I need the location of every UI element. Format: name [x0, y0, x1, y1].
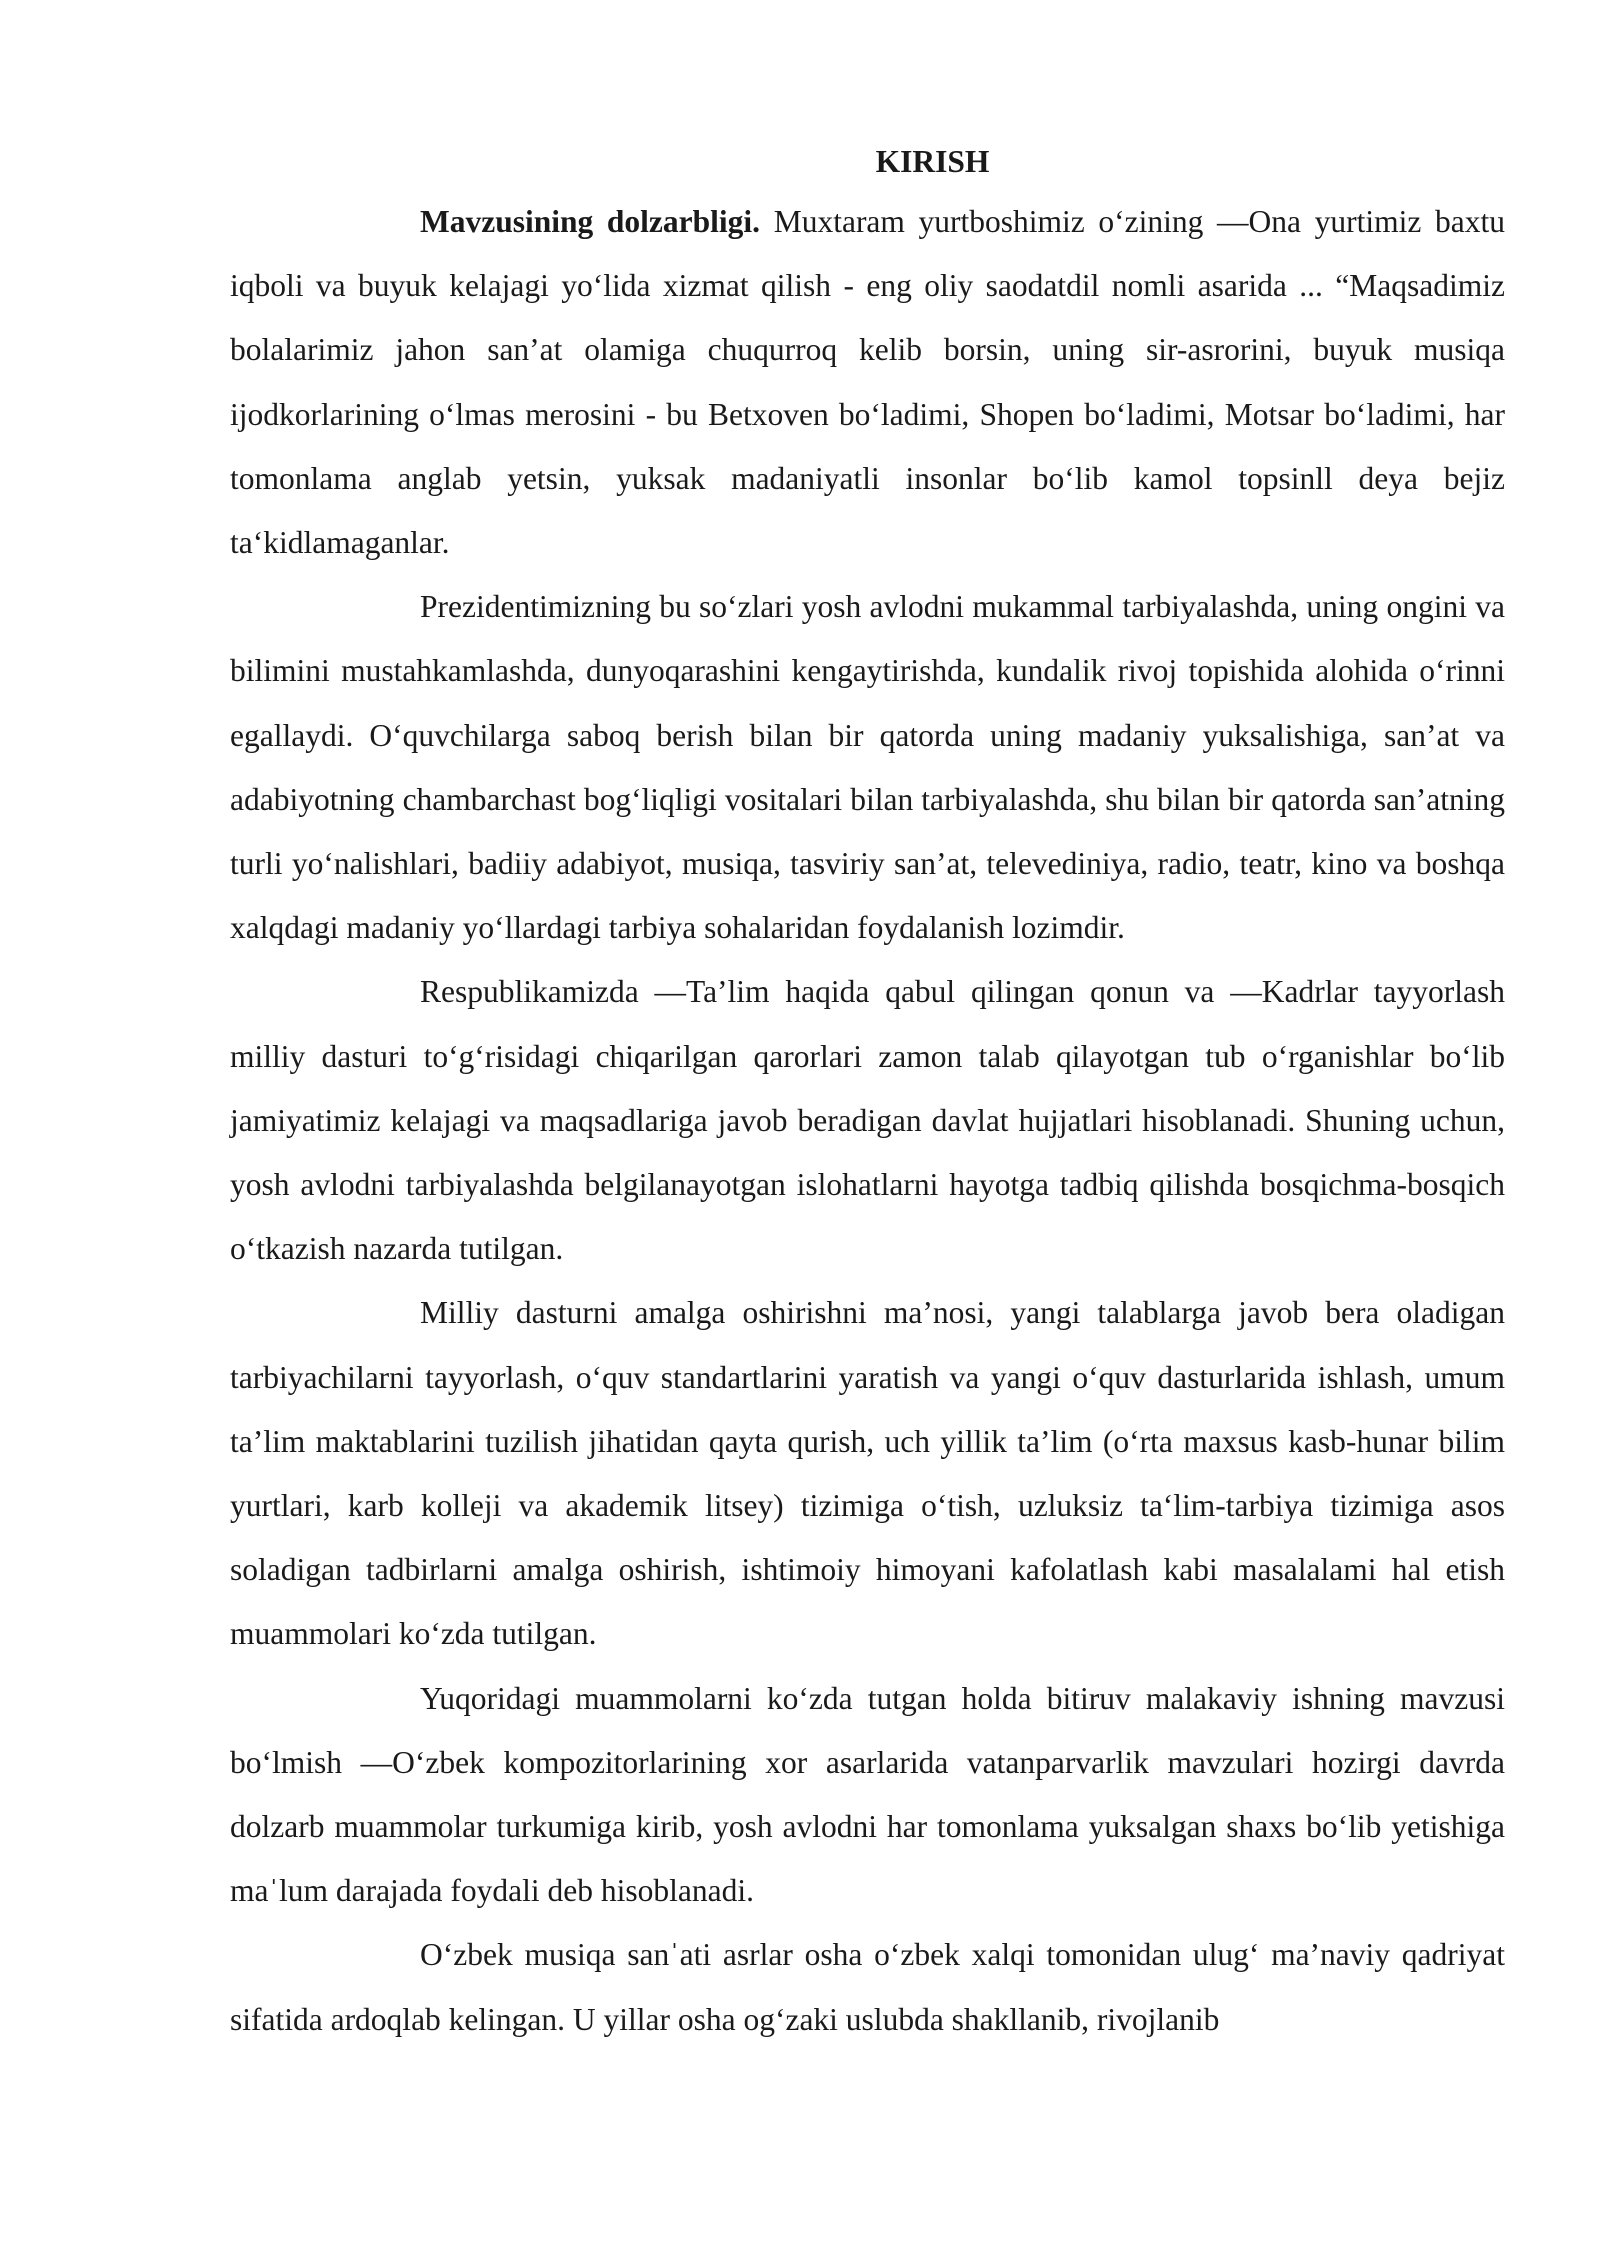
page-title: KIRISH: [875, 144, 990, 179]
paragraph-5: Yuqoridagi muammolarni ko‘zda tutgan holda bitiruv malakaviy ishning mavzusi bo‘lmish ―O‘zbek kompozitorlarining xor asarlarida vatanparvarlik mavzulari hozirgi davrda dolzarb muammolar turkumiga kirib, yosh avlodni har tomonlama yuksalgan shaxs bo‘lib yetishiga maˈlum darajada foydali deb hisoblanadi.: [230, 1680, 1505, 1909]
paragraph-3: Respublikamizda ―Ta’lim haqida qabul qilingan qonun va ―Kadrlar tayyorlash milliy dasturi to‘g‘risidagi chiqarilgan qarorlari zamon talab qilayotgan tub o‘rganishlar bo‘lib jamiyatimiz kelajagi va maqsadlariga javob beradigan davlat hujjatlari hisoblanadi. Shuning uchun, yosh avlodni tarbiyalashda belgilanayotgan islohatlarni hayotga tadbiq qilishda bosqichma-bosqich o‘tkazish nazarda tutilgan.: [230, 974, 1505, 1267]
document-body: [230, 138, 1505, 2052]
paragraph-lead-heading: Mavzusining dolzarbligi.: [420, 204, 761, 239]
paragraph-text: Muxtaram yurtboshimiz o‘zining ―Ona yurtimiz baxtu iqboli va buyuk kelajagi yo‘lida xizmat qilish - eng oliy saodatdil nomli asarida ... “Maqsadimiz bolalarimiz jahon san’at olamiga chuqurroq kelib borsin, uning sir-asrorini, buyuk musiqa ijodkorlarining o‘lmas merosini - bu Betxoven bo‘ladimi, Shopen bo‘ladimi, Motsar bo‘ladimi, har tomonlama anglab yetsin, yuksak madaniyatli insonlar bo‘lib kamol topsinll deya bejiz ta‘kidlamaganlar.: [230, 204, 1505, 561]
paragraph-6: O‘zbek musiqa sanˈati asrlar osha o‘zbek xalqi tomonidan ulug‘ ma’naviy qadriyat sifatida ardoqlab kelingan. U yillar osha og‘zaki uslubda shakllanib, rivojlanib: [230, 1937, 1505, 2037]
paragraph-4: Milliy dasturni amalga oshirishni ma’nosi, yangi talablarga javob bera oladigan tarbiyachilarni tayyorlash, o‘quv standartlarini yaratish va yangi o‘quv dasturlarida ishlash, umum ta’lim maktablarini tuzilish jihatidan qayta qurish, uch yillik ta’lim (o‘rta maxsus kasb-hunar bilim yurtlari, karb kolleji va akademik litsey) tizimiga o‘tish, uzluksiz ta‘lim-tarbiya tizimiga asos soladigan tadbirlarni amalga oshirish, ishtimoiy himoyani kafolatlash kabi masalalami hal etish muammolari ko‘zda tutilgan.: [230, 1295, 1505, 1652]
paragraph-relevance: [230, 190, 1505, 575]
paragraph-2: Prezidentimizning bu so‘zlari yosh avlodni mukammal tarbiyalashda, uning ongini va bilimini mustahkamlashda, dunyoqarashini kengaytirishda, kundalik rivoj topishida alohida o‘rinni egallaydi. O‘quvchilarga saboq berish bilan bir qatorda uning madaniy yuksalishiga, san’at va adabiyotning chambarchast bog‘liqligi vositalari bilan tarbiyalashda, shu bilan bir qatorda san’atning turli yo‘nalishlari, badiiy adabiyot, musiqa, tasviriy san’at, televediniya, radio, teatr, kino va boshqa xalqdagi madaniy yo‘llardagi tarbiya sohalaridan foydalanish lozimdir.: [230, 589, 1505, 946]
